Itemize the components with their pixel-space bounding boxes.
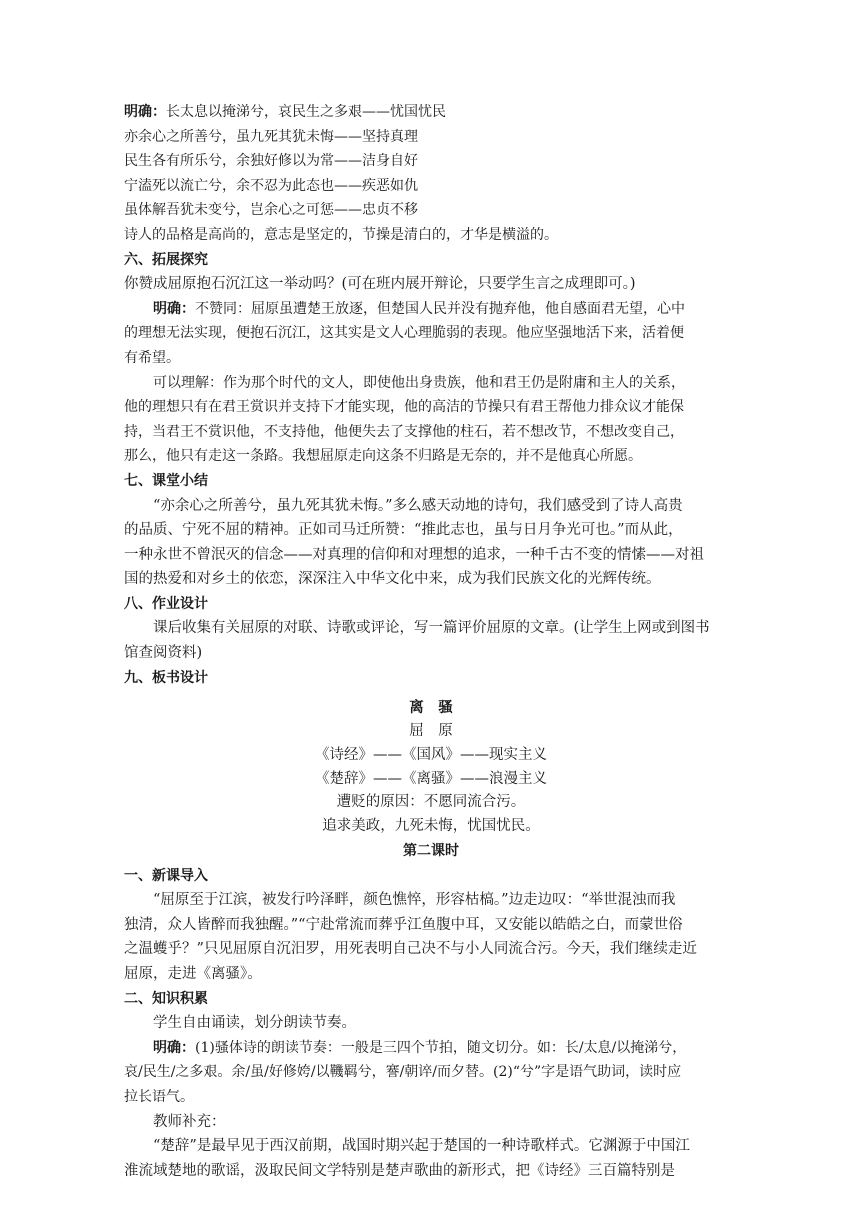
section-heading: 一、新课导入 [124, 867, 208, 884]
text-line: 宁溘死以流亡兮，余不忍为此态也——疾恶如仇 [124, 177, 418, 194]
text-line: 学生自由诵读，划分朗读节奏。 [153, 1015, 356, 1032]
text-line: 拉长语气。 [124, 1088, 194, 1105]
text-line: 之温蠖乎？”只见屈原自沉汨罗，用死表明自己决不与小人同流合污。今天，我们继续走近 [124, 941, 697, 958]
section-heading: 六、拓展探究 [124, 251, 208, 268]
text-line: 的理想无法实现，便抱石沉江，这其实是文人心理脆弱的表现。他应坚强地活下来，活着便 [124, 325, 684, 342]
board-line: 追求美政，九死未悔，忧国忧民。 [322, 818, 540, 835]
text-line [124, 297, 738, 322]
text-line: 民生各有所乐兮，余独好修以为常——洁身自好 [124, 153, 418, 170]
text-line: 有希望。 [124, 349, 180, 366]
text-line: 虽体解吾犹未变兮，岂余心之可惩——忠贞不移 [124, 202, 418, 219]
text-line: “楚辞”是最早见于西汉前期，战国时期兴起于楚国的一种诗歌样式。它渊源于中国江 [153, 1138, 690, 1155]
section-heading: 九、板书设计 [124, 669, 208, 686]
mingque-label: 明确： [124, 104, 166, 120]
document-page [124, 100, 738, 1183]
board-line: 《楚辞》——《离骚》——浪漫主义 [315, 770, 547, 787]
text-line: 的品质、宁死不屈的精神。正如司马迁所赞：“推此志也，虽与日月争光可也。”而从此， [124, 522, 683, 539]
text-line: 教师补充： [153, 1113, 226, 1130]
text-line: 馆查阅资料) [124, 645, 203, 662]
text-line: 国的热爱和对乡土的依恋，深深注入中华文化中来，成为我们民族文化的光辉传统。 [124, 571, 661, 588]
text-line: 屈原，走进《离骚》。 [124, 966, 262, 982]
text-line: “屈原至于江滨，被发行吟泽畔，颜色憔悴，形容枯槁。”边走边叹：“举世混浊而我 [153, 892, 676, 909]
text-line [124, 1036, 738, 1061]
text-line: 持，当君王不赏识他，不支持他，他便失去了支撑他的柱石，若不想改节，不想改变自己， [124, 423, 684, 440]
text-line: 哀/民生/之多艰。余/虽/好修姱/以鞿羁兮，謇/朝谇/而夕替。(2)“兮”字是语气助词，读时应 [124, 1064, 682, 1081]
blackboard-design [124, 696, 738, 839]
text-line: 淮流域楚地的歌谣，汲取民间文学特别是楚声歌曲的新形式，把《诗经》三百篇特别是 [124, 1162, 675, 1179]
board-author: 屈 原 [409, 723, 453, 740]
section-heading: 七、课堂小结 [124, 472, 208, 489]
text-line [124, 100, 738, 125]
text-line: 诗人的品格是高尚的，意志是坚定的，节操是清白的，才华是横溢的。 [124, 226, 558, 243]
board-title: 离 骚 [409, 699, 453, 717]
text-line: 你赞成屈原抱石沉江这一举动吗？(可在班内展开辩论，只要学生言之成理即可。) [124, 276, 636, 293]
text-line: 亦余心之所善兮，虽九死其犹未悔——坚持真理 [124, 128, 418, 145]
text-line: “亦余心之所善兮，虽九死其犹未悔。”多么感天动地的诗句，我们感受到了诗人高贵 [153, 497, 683, 514]
text-line: 他的理想只有在君王赏识并支持下才能实现，他的高洁的节操只有君王帮他力排众议才能保 [124, 399, 684, 416]
line-text: 不赞同：屈原虽遭楚王放逐，但楚国人民并没有抛弃他，他自感面君无望，心中 [195, 300, 685, 317]
text-line: 一种永世不曾泯灭的信念——对真理的信仰和对理想的追求，一种千古不变的情愫——对祖 [124, 546, 704, 563]
section-heading: 八、作业设计 [124, 595, 208, 612]
lesson-title: 第二课时 [403, 843, 459, 860]
section-heading: 二、知识积累 [124, 990, 208, 1007]
text-line: 可以理解：作为那个时代的文人，即使他出身贵族，他和君王仍是附庸和主人的关系， [153, 374, 685, 391]
line-text: (1)骚体诗的朗读节奏：一般是三四个节拍，随文切分。如：长/太息/以掩涕兮， [195, 1039, 687, 1056]
text-line: 那么，他只有走这一条路。我想屈原走向这条不归路是无奈的，并不是他真心所愿。 [124, 448, 642, 465]
text-line: 课后收集有关屈原的对联、诗歌或评论，写一篇评价屈原的文章。(让学生上网或到图书 [153, 620, 710, 637]
board-line: 遭贬的原因：不愿同流合污。 [336, 794, 526, 811]
text-line: 独清，众人皆醉而我独醒。”“宁赴常流而葬乎江鱼腹中耳，又安能以皓皓之白，而蒙世俗 [124, 916, 683, 933]
board-line: 《诗经》——《国风》——现实主义 [315, 746, 547, 763]
mingque-label: 明确： [153, 300, 195, 317]
mingque-label: 明确： [153, 1039, 195, 1056]
line-text: 长太息以掩涕兮，哀民生之多艰——忧国忧民 [166, 104, 446, 120]
